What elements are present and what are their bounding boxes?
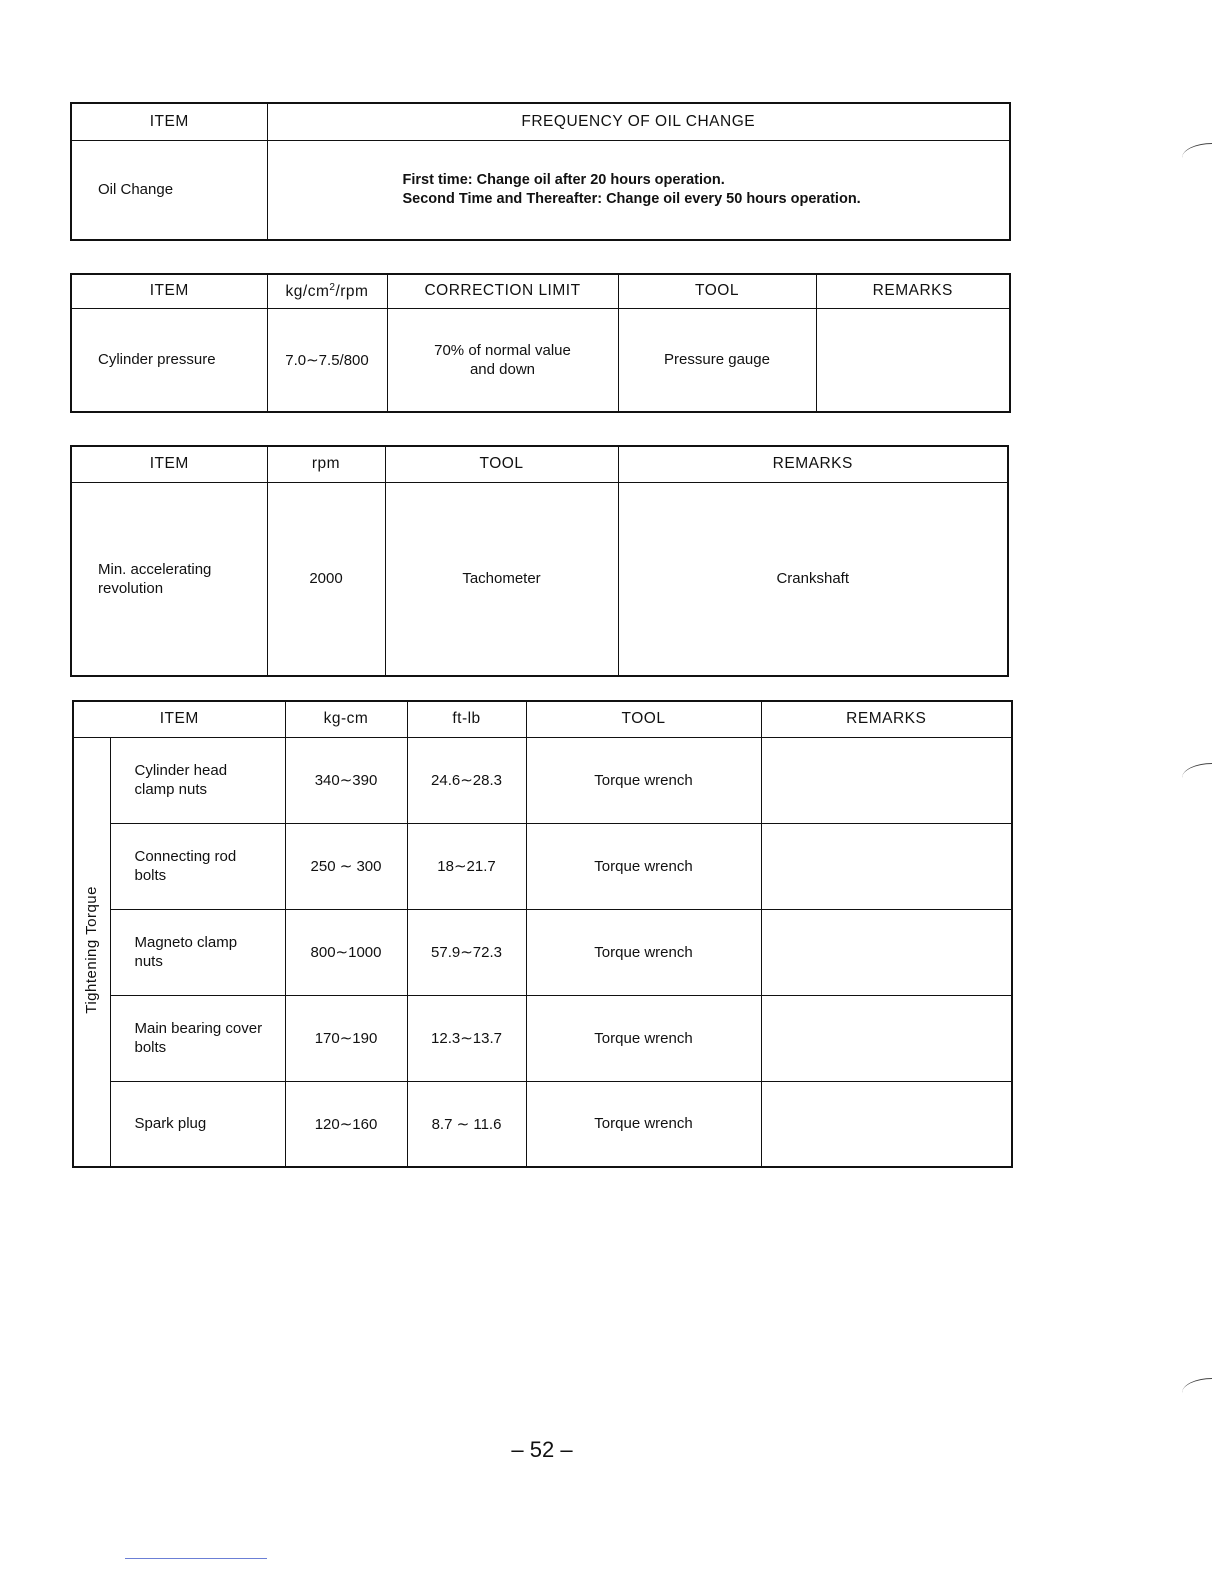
remarks-cell bbox=[761, 995, 1012, 1081]
torque-item-cell bbox=[110, 995, 285, 1081]
tool-cell: Torque wrench bbox=[526, 995, 761, 1081]
tool-cell: Torque wrench bbox=[526, 909, 761, 995]
remarks-cell bbox=[761, 737, 1012, 823]
header-item: ITEM bbox=[71, 274, 267, 308]
header-tool: TOOL bbox=[618, 274, 816, 308]
torque-item-cell bbox=[110, 909, 285, 995]
ft-lb-cell: 18∼21.7 bbox=[407, 823, 526, 909]
item-line-1: Main bearing cover bbox=[134, 1020, 263, 1037]
header-tool: TOOL bbox=[526, 701, 761, 737]
rpm-tool-cell: Tachometer bbox=[385, 482, 618, 676]
header-unit: $kg/cm^2$/rpm bbox=[267, 274, 387, 308]
header-item: ITEM bbox=[71, 103, 267, 140]
tool-cell: Torque wrench bbox=[526, 737, 761, 823]
margin-mark bbox=[1182, 1378, 1212, 1393]
bottom-rule bbox=[125, 1558, 267, 1559]
item-line-2: clamp nuts bbox=[134, 781, 208, 798]
margin-mark bbox=[1182, 143, 1212, 158]
header-item: ITEM bbox=[73, 701, 285, 737]
pressure-value-cell: 7.0∼7.5/800 bbox=[267, 308, 387, 412]
limit-line-1: 70% of normal value bbox=[434, 341, 571, 359]
header-rpm: rpm bbox=[267, 446, 385, 482]
rpm-item-line-2: revolution bbox=[98, 579, 164, 597]
page-number: – 52 – bbox=[511, 1437, 573, 1462]
margin-mark bbox=[1182, 763, 1212, 778]
frequency-line-2: Second Time and Thereafter: Change oil every 50 hours operation. bbox=[402, 190, 861, 207]
frequency-line-1: First time: Change oil after 20 hours operation. bbox=[402, 171, 725, 188]
header-remarks: REMARKS bbox=[618, 446, 1008, 482]
item-line-2: bolts bbox=[134, 867, 167, 884]
remarks-cell bbox=[761, 909, 1012, 995]
rpm-value-cell: 2000 bbox=[267, 482, 385, 676]
rpm-item-cell bbox=[71, 482, 267, 676]
limit-line-2: and down bbox=[469, 360, 536, 378]
tightening-torque-table bbox=[72, 700, 1013, 1168]
correction-limit-cell bbox=[387, 308, 618, 412]
header-correction-limit: CORRECTION LIMIT bbox=[387, 274, 618, 308]
oil-frequency-cell bbox=[267, 140, 1010, 240]
oil-change-table bbox=[70, 102, 1011, 241]
item-line-2: nuts bbox=[134, 953, 163, 970]
tool-cell: Torque wrench bbox=[526, 1081, 761, 1167]
rpm-table bbox=[70, 445, 1009, 677]
rpm-remarks-cell: Crankshaft bbox=[618, 482, 1008, 676]
tightening-torque-label: Tightening Torque bbox=[83, 885, 101, 1014]
cylinder-pressure-table bbox=[70, 273, 1011, 413]
header-ft-lb: ft-lb bbox=[407, 701, 526, 737]
torque-rows bbox=[73, 737, 1012, 1167]
pressure-remarks-cell bbox=[816, 308, 1010, 412]
table-row bbox=[73, 995, 1012, 1081]
ft-lb-cell: 12.3∼13.7 bbox=[407, 995, 526, 1081]
kg-cm-cell: 120∼160 bbox=[285, 1081, 407, 1167]
header-tool: TOOL bbox=[385, 446, 618, 482]
item-line-1: Connecting rod bbox=[134, 848, 237, 865]
kg-cm-cell: 170∼190 bbox=[285, 995, 407, 1081]
pressure-item-cell: Cylinder pressure bbox=[71, 308, 267, 412]
group-label-cell bbox=[73, 737, 110, 1167]
header-remarks: REMARKS bbox=[816, 274, 1010, 308]
torque-item-cell bbox=[110, 823, 285, 909]
kg-cm-cell: 800∼1000 bbox=[285, 909, 407, 995]
table-row bbox=[73, 823, 1012, 909]
item-line-1: Magneto clamp bbox=[134, 934, 238, 951]
torque-item-cell bbox=[110, 737, 285, 823]
header-frequency: FREQUENCY OF OIL CHANGE bbox=[267, 103, 1010, 140]
table-row bbox=[73, 737, 1012, 823]
pressure-tool-cell: Pressure gauge bbox=[618, 308, 816, 412]
ft-lb-cell: 57.9∼72.3 bbox=[407, 909, 526, 995]
header-remarks: REMARKS bbox=[761, 701, 1012, 737]
item-line-1: Spark plug bbox=[134, 1115, 207, 1133]
remarks-cell bbox=[761, 823, 1012, 909]
item-line-2: bolts bbox=[134, 1039, 167, 1056]
header-kg-cm: kg-cm bbox=[285, 701, 407, 737]
tool-cell: Torque wrench bbox=[526, 823, 761, 909]
ft-lb-cell: 8.7 ∼ 11.6 bbox=[407, 1081, 526, 1167]
torque-item-cell bbox=[110, 1081, 285, 1167]
remarks-cell bbox=[761, 1081, 1012, 1167]
table-row bbox=[73, 909, 1012, 995]
kg-cm-cell: 340∼390 bbox=[285, 737, 407, 823]
ft-lb-cell: 24.6∼28.3 bbox=[407, 737, 526, 823]
kg-cm-cell: 250 ∼ 300 bbox=[285, 823, 407, 909]
header-item: ITEM bbox=[71, 446, 267, 482]
table-row bbox=[73, 1081, 1012, 1167]
oil-item-cell: Oil Change bbox=[71, 140, 267, 240]
rpm-item-line-1: Min. accelerating bbox=[98, 560, 212, 578]
item-line-1: Cylinder head bbox=[134, 762, 228, 779]
